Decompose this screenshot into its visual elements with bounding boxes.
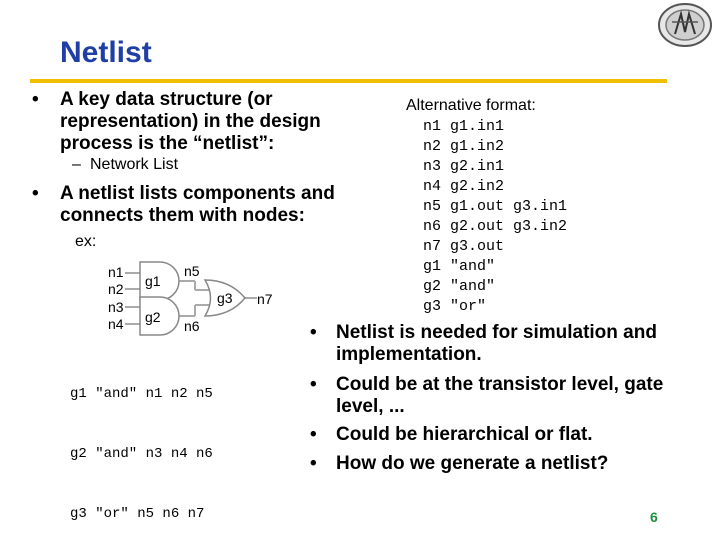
alternative-format-title: Alternative format: [406,97,536,114]
node-label-n6: n6 [184,318,200,334]
alt-node: n1 [423,118,442,135]
netlist-line: g3 "or" n5 n6 n7 [70,506,205,522]
bullet-generate-netlist: How do we generate a netlist? [336,453,609,474]
sub-bullet-network-list: Network List [90,156,179,173]
node-label-n1: n1 [108,264,124,280]
slide-title: Netlist [60,36,152,69]
bullet-marker: • [310,424,317,445]
alt-row [423,158,567,178]
node-label-n2: n2 [108,281,124,297]
bullet-line: A key data structure (or [60,89,273,110]
alt-row [423,138,567,158]
bullet-line: connects them with nodes: [60,205,305,226]
alt-node: g2 [423,278,442,295]
alt-row [423,298,567,318]
university-seal-icon [655,2,713,48]
alt-value: "and" [450,278,496,295]
alt-node: n3 [423,158,442,175]
bullet-transistor-level [336,374,663,418]
alt-value: "or" [450,298,487,315]
alt-row [423,118,567,138]
gate-label-g1: g1 [145,273,161,289]
bullet-line: Netlist is needed for simulation and [336,322,657,343]
alt-value: g1.in1 [450,118,505,135]
example-label: ex: [75,233,97,250]
bullet-line: A netlist lists components and [60,183,335,204]
alternative-format-table [423,118,567,318]
alt-row [423,258,567,278]
bullet-line: representation) in the design [60,111,321,132]
circuit-diagram [100,258,290,338]
bullet-simulation [336,322,657,366]
example-netlist [70,344,213,544]
bullet-marker: • [32,89,39,110]
bullet-marker: • [310,374,317,395]
alt-row [423,178,567,198]
bullet-hierarchical: Could be hierarchical or flat. [336,424,593,445]
alt-value: "and" [450,258,496,275]
alt-value: g2.in1 [450,158,505,175]
alt-node: n6 [423,218,442,235]
bullet-netlist-lists [60,183,335,227]
bullet-marker: • [310,453,317,474]
alt-node: g1 [423,258,442,275]
node-label-n3: n3 [108,299,124,315]
bullet-line: process is the “netlist”: [60,133,275,154]
node-label-n5: n5 [184,263,200,279]
alt-node: g3 [423,298,442,315]
bullet-data-structure [60,89,321,155]
node-label-n7: n7 [257,291,273,307]
title-rule [30,79,667,83]
gate-label-g2: g2 [145,309,161,325]
alt-node: n5 [423,198,442,215]
netlist-line: g1 "and" n1 n2 n5 [70,386,213,402]
alt-value: g2.out g3.in2 [450,218,568,235]
alt-node: n7 [423,238,442,255]
page-number: 6 [650,509,658,525]
bullet-line: level, ... [336,396,405,417]
netlist-line: g2 "and" n3 n4 n6 [70,446,213,462]
bullet-line: Could be at the transistor level, gate [336,374,664,395]
alt-node: n2 [423,138,442,155]
bullet-marker: • [32,183,39,204]
node-label-n4: n4 [108,316,124,332]
alt-row [423,278,567,298]
alt-value: g1.out g3.in1 [450,198,568,215]
alt-value: g2.in2 [450,178,505,195]
bullet-marker: • [310,322,317,343]
alt-value: g3.out [450,238,505,255]
alt-row [423,218,567,238]
gate-label-g3: g3 [217,290,233,306]
bullet-line: implementation. [336,344,482,365]
alt-row [423,238,567,258]
alt-value: g1.in2 [450,138,505,155]
alt-node: n4 [423,178,442,195]
sub-bullet-marker: – [72,156,81,173]
alt-row [423,198,567,218]
